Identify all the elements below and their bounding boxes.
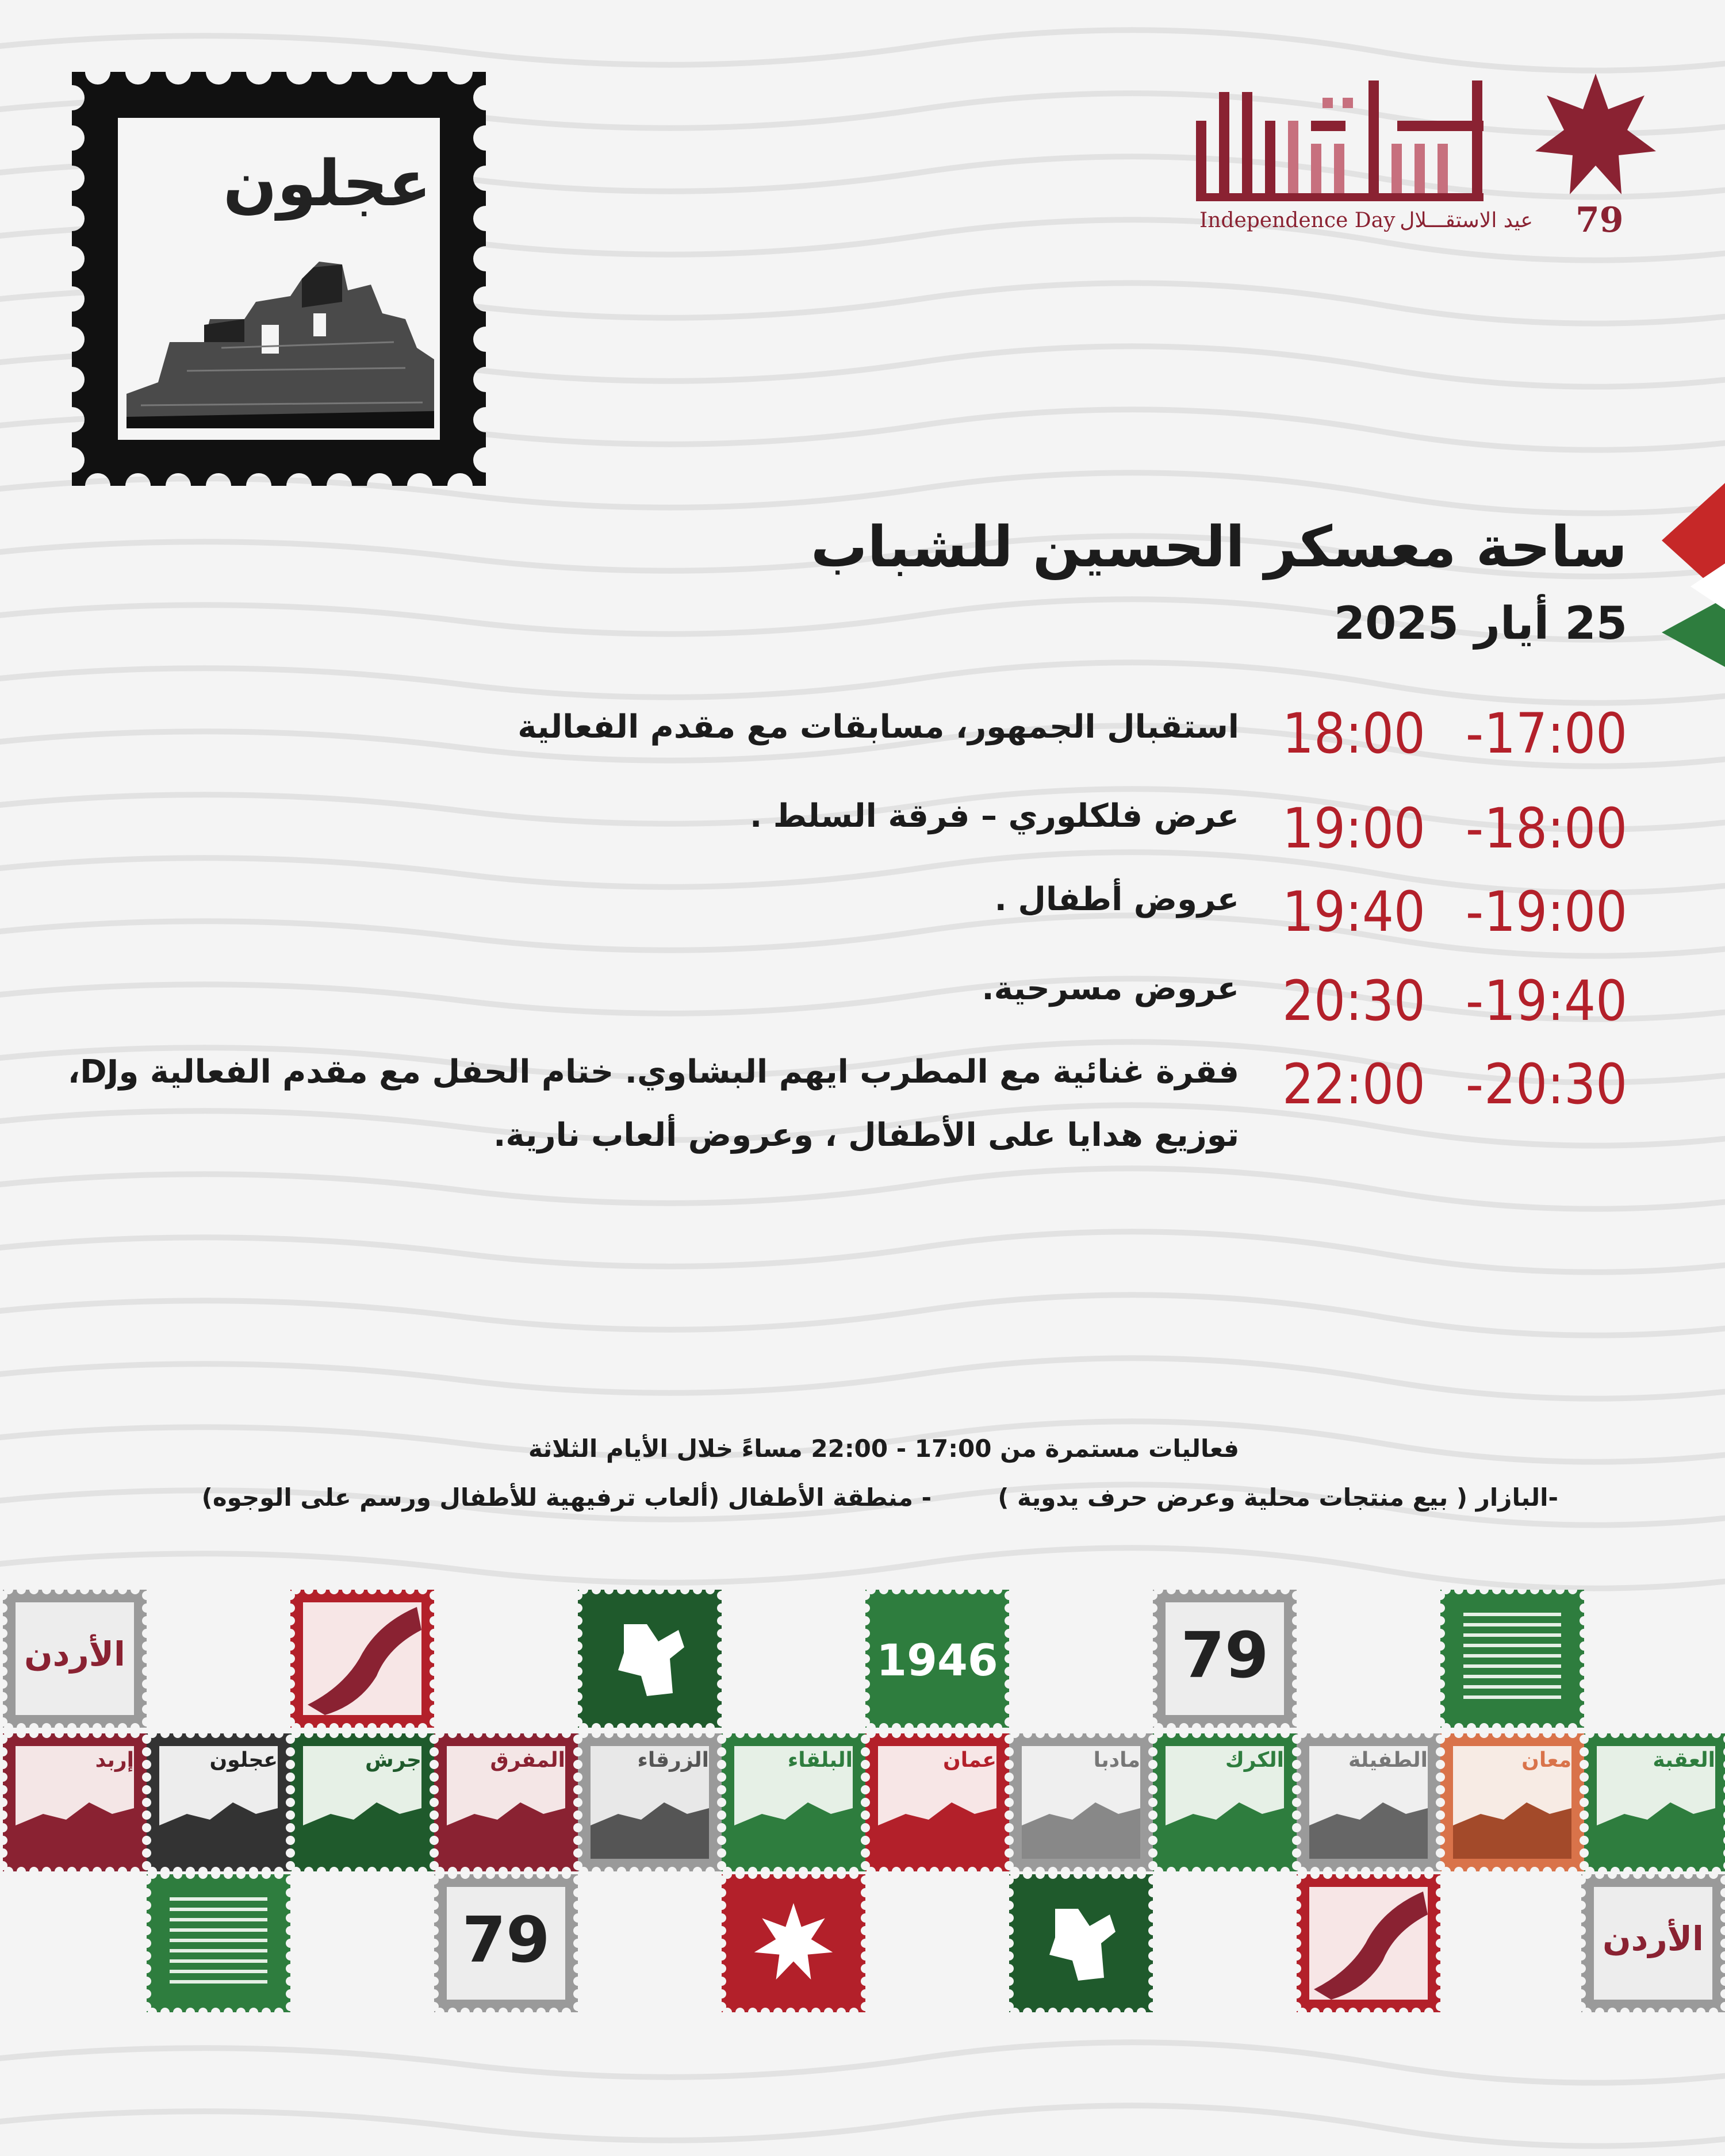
time-separator: - [1465,969,1483,1033]
bazaar-note: -البازار ( بيع منتجات محلية وعرض حرف يدوية ) [998,1483,1558,1511]
jordan-map-stamp [578,1590,722,1728]
time-range [1282,701,1627,765]
time-start: 17:00 [1484,701,1627,766]
time-range [1282,1052,1627,1115]
shemagh-stamp [1297,1874,1440,2012]
time-end: 19:40 [1282,880,1425,944]
time-separator: - [1465,796,1483,861]
seventy-nine-stamp [434,1874,578,2012]
jordan-map-stamp-icon [578,1590,722,1728]
time-range [1282,969,1627,1032]
jordan-script-stamp [3,1590,147,1728]
governorate-stamp [1584,1733,1725,1871]
stamp-main-label: عجلون [223,147,431,220]
time-end: 20:30 [1282,969,1425,1033]
governorate-label: الكرك [1225,1748,1284,1772]
governorate-label: إربد [95,1748,134,1772]
time-range [1282,880,1627,943]
governorate-label: العقبة [1653,1748,1715,1772]
logo-tagline [1199,206,1533,235]
governorate-stamp [1009,1733,1153,1871]
jordan-map-stamp [1009,1874,1153,2012]
governorate-stamp [3,1733,147,1871]
flag-corner-icon [1656,483,1725,667]
seventy-nine-label: 79 [462,1903,550,1977]
seven-point-star-icon [1535,74,1656,194]
time-end: 18:00 [1282,701,1425,766]
time-start: 18:00 [1484,796,1627,861]
kids-zone-note: - منطقة الأطفال (ألعاب ترفيهية للأطفال ورسم على الوجوه) [201,1483,931,1511]
governorate-stamp [1297,1733,1440,1871]
governorate-label: المفرق [490,1748,565,1772]
jordan-stamp-label: الأردن [24,1635,125,1674]
shemagh-stamp-icon [290,1590,434,1728]
text-stamp [1440,1590,1584,1728]
activity-text: عروض مسرحية. [982,970,1239,1007]
star-stamp [722,1874,865,2012]
shemagh-stamp [290,1590,434,1728]
text-stamp-icon [1440,1590,1584,1728]
governorate-stamp [290,1733,434,1871]
time-separator: - [1465,880,1483,944]
governorate-label: عمان [943,1748,996,1772]
continuous-events-note: فعاليات مستمرة من 17:00 - 22:00 مساءً خلال الأيام الثلاثة [528,1434,1239,1463]
star-stamp-icon [722,1874,865,2012]
shemagh-stamp-icon [1297,1874,1440,2012]
ajloun-castle-stamp [72,72,486,486]
jordan-stamp-label: الأردن [1603,1919,1704,1958]
logo-wordmark-icon [1196,80,1495,201]
activity-text: عروض أطفال . [994,881,1239,918]
time-start: 19:40 [1484,969,1627,1033]
governorate-label: الطفيلة [1348,1748,1428,1772]
jordan-map-stamp-icon [1009,1874,1153,2012]
time-range [1282,796,1627,860]
time-end: 19:00 [1282,796,1425,861]
governorate-label: عجلون [209,1748,278,1772]
text-stamp-icon [147,1874,290,2012]
time-separator: - [1465,1052,1483,1117]
seventy-nine-stamp [1153,1590,1297,1728]
governorate-stamp [1440,1733,1584,1871]
governorate-stamp [722,1733,865,1871]
governorate-label: جرش [365,1748,421,1772]
activity-text: عرض فلكلوري – فرقة السلط . [750,797,1239,835]
jordan-script-stamp [1581,1874,1725,2012]
governorate-stamp [434,1733,578,1871]
governorate-label: معان [1521,1748,1571,1772]
independence-day-logo [1196,69,1656,241]
text-stamp [147,1874,290,2012]
activity-text: فقرة غنائية مع المطرب ايهم البشاوي. ختام الحفل مع مقدم الفعالية وDJ، توزيع هدايا على الأطفال ، وعروض ألعاب نارية. [67,1053,1239,1154]
activity-text: استقبال الجمهور، مسابقات مع مقدم الفعالية [518,708,1239,746]
seventy-nine-label: 79 [1180,1618,1269,1692]
year-stamp [865,1590,1009,1728]
venue-title: ساحة معسكر الحسين للشباب [811,515,1627,580]
governorate-stamp [147,1733,290,1871]
governorate-label: البلقاء [787,1748,853,1772]
stamp-year-label: 1946 [876,1635,998,1686]
governorate-stamp [1153,1733,1297,1871]
governorate-label: مادبا [1093,1748,1140,1772]
event-date: 25 أيار 2025 [1333,598,1627,650]
time-separator: - [1465,701,1483,766]
logo-tagline-en: Independence Day [1199,208,1396,232]
logo-number: 79 [1575,200,1624,240]
governorate-stamp [578,1733,722,1871]
governorate-stamp [865,1733,1009,1871]
stamp-frame-icon [72,72,486,486]
logo-tagline-ar: عيد الاستقـــلال [1400,208,1533,232]
governorate-label: الزرقاء [637,1748,709,1772]
time-start: 19:00 [1484,880,1627,944]
time-start: 20:30 [1484,1052,1627,1117]
time-end: 22:00 [1282,1052,1425,1117]
